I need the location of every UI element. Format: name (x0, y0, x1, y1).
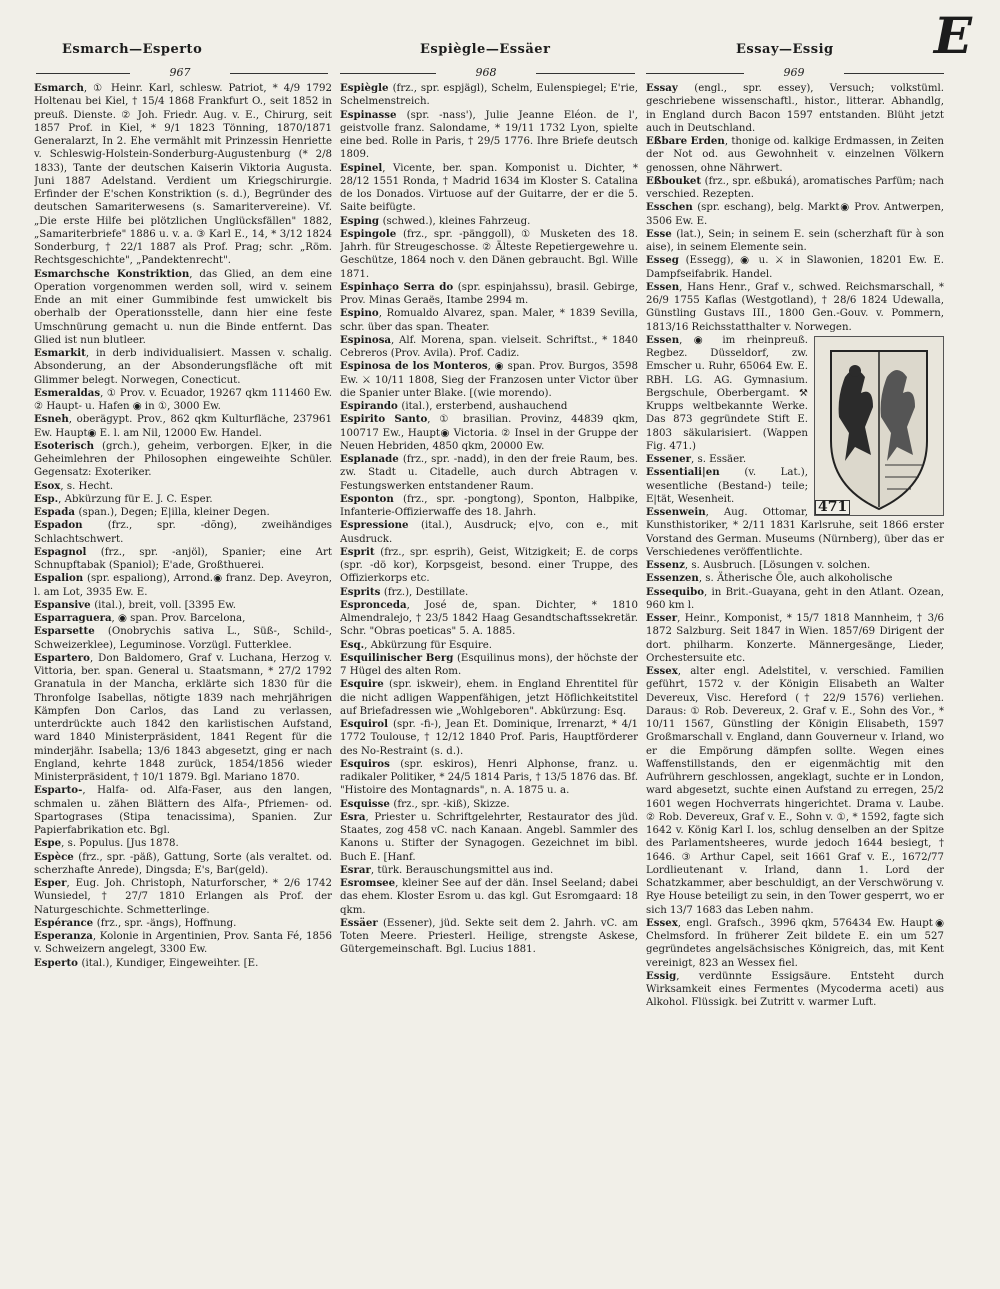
dictionary-entry: Esq., Abkürzung für Esquire. (340, 638, 492, 651)
dictionary-entry: Espe, s. Populus. [Jus 1878. (34, 837, 179, 850)
dictionary-entry: Eßbare Erden, thonige od. kalkige Erdmassen, in Zeiten der Not od. aus Gewohnheit v. einzelnen Völkern genossen, ohne Nährwert. (646, 135, 944, 174)
dictionary-entry: Esperanza, Kolonie in Argentinien, Prov. Santa Fé, 1856 v. Schweizern angelegt, 3300 Ew. (34, 930, 332, 956)
dictionary-entry: Esquiros (spr. eskiros), Henri Alphonse, franz. u. radikaler Politiker, * 24/5 1814 Paris, † 13/5 1876 das. Bf. "Histoire des Montagnards", n. A. 1875 u. a. (340, 757, 638, 797)
dictionary-entry: Essequibo, in Brit.-Guayana, geht in den Atlant. Ozean, 960 km l. (646, 585, 944, 611)
dictionary-entry: Esquisse (frz., spr. -kiß), Skizze. (340, 797, 510, 810)
page-number-968: 968 (436, 66, 536, 79)
dictionary-entry: Essenz, s. Ausbruch. [Lösungen v. solchen. (646, 559, 871, 571)
dictionary-entry: Espirito Santo, ① brasilian. Provinz, 44839 qkm, 100717 Ew., Haupt◉ Victoria. ② Insel in der Gruppe der Neuen Hebriden, 4850 qkm, 20000 Ew. (340, 413, 638, 452)
dictionary-entry: Essäer (Essener), jüd. Sekte seit dem 2. Jahrh. vC. am Toten Meere. Priesterl. Heilige, strengste Askese, Gütergemeinschaft. Bgl. Lucius 1881. (340, 916, 638, 956)
dictionary-entry: Essex, alter engl. Adelstitel, v. verschied. Familien geführt, 1572 v. der Königin Elisabeth an Walter Devereux, Visc. Hereford († 22/9 1576) verliehen. Daraus: ① Rob. Devereux, 2. Graf v. E., Sohn des Vor., * 10/11 1567, Günstling der Königin Elisabeth, 1597 Großmarschall v. England, dann Gouverneur v. Irland, wo er die Empörung dämpfen sollte. Wegen eines Waffenstillstands, den er eigenmächtig mit den Aufrührern geschlossen, angeklagt, suchte er in London, ward abgesetzt, suchte einen Aufstand zu erregen, 25/2 1601 wegen Hochverrats hingerichtet. Drama v. Laube. ② Rob. Devereux, Graf v. E., Sohn v. ①, * 1592, fagte sich 1642 v. König Karl I. los, schlug denselben an der Spitze des Parlamentsheeres, wurde jedoch 1644 besiegt, † 1646. ③ Arthur Capel, seit 1661 Graf v. E., 1672/77 Lordlieutenant v. Irland, dann 1. Lord der Schatzkammer, aber beschuldigt, an der Verschwörung v. Rye House beteiligt zu sein, in den Tower gesperrt, wo er sich 13/7 1683 das Leben nahm. (646, 665, 944, 916)
dictionary-entry: Esmarch, ① Heinr. Karl, schlesw. Patriot, * 4/9 1792 Holtenau bei Kiel, † 15/4 1868 Frankfurt O., seit 1852 in preuß. Dienste. ② Joh. Friedr. Aug. v. E., Chirurg, seit 1857 Prof. in Kiel, * 9/1 1823 Tönning, 1870/1871 Generalarzt, In 2. Ehe vermählt mit Prinzessin Henriette v. Schleswig-Holstein-Sonderburg-Augustenburg (* 2/8 1833), Tante der deutschen Kaiserin Viktoria Augusta. Juni 1887 Adelstand. Verdient um Kriegschirurgie. Erfinder der E'schen Konstriktion (s. d.), Begründer des deutschen Samariterwesens (s. Samaritervereine). Vf. „Die erste Hilfe bei plötzlichen Unglücksfällen" 1882, „Samariterbriefe" 1886 u. v. a. ③ Karl E., 14, * 3/12 1824 Sonderburg, † 22/1 1887 als Prof. Prag; schr. „Röm. Rechtsgeschichte", „Pandektenrecht". (34, 82, 332, 267)
dictionary-entry: Esneh, oberägypt. Prov., 862 qkm Kulturfläche, 237961 Ew. Haupt◉ E. l. am Nil, 12000 Ew. Handel. (34, 413, 332, 439)
dictionary-entry: Esperto (ital.), Kundiger, Eingeweihter. [E. (34, 956, 259, 969)
dictionary-entry: Esmarkit, in derb individualisiert. Massen v. schalig. Absonderung, an der Absonderungsfläche oft mit Glimmer belegt. Norwegen, Conecticut. (34, 347, 332, 386)
dictionary-entry: Esser, Heinr., Komponist, * 15/7 1818 Mannheim, † 3/6 1872 Salzburg. Seit 1847 in Wien. 1857/69 Dirigent der dort. philharm. Konzerte. Männergesänge, Lieder, Orchestersuite etc. (646, 612, 944, 664)
dictionary-entry: Esschen (spr. eschang), belg. Markt◉ Prov. Antwerpen, 3506 Ew. E. (646, 201, 944, 227)
dictionary-entry: Esseg (Essegg), ◉ u. ⚔ in Slawonien, 18201 Ew. E. Dampfseifabrik. Handel. (646, 254, 944, 280)
dictionary-entry: Esp., Abkürzung für E. J. C. Esper. (34, 492, 213, 505)
dictionary-entry: Essen, Hans Henr., Graf v., schwed. Reichsmarschall, * 26/9 1755 Kaflas (Westgotland), † 28/6 1824 Udewalla, Günstling Gustavs III., 1800 Gen.-Gouv. v. Pommern, 1813/16 Reichsstatthalter v. Norwegen. (646, 280, 944, 333)
dictionary-entry: Esse (lat.), Sein; in seinem E. sein (scherzhaft für à son aise), in seinem Elemente sein. (646, 227, 944, 253)
page-number-967: 967 (130, 66, 230, 79)
dictionary-entry: Espada (span.), Degen; E|illa, kleiner Degen. (34, 506, 270, 518)
dictionary-entry: Espingole (frz., spr. -pänggoll), ① Musketen des 18. Jahrh. für Streugeschosse. ② Älteste Repetiergewehre u. Geschütze, 1864 noch v. den Dänen gebraucht. Bgl. Wille 1871. (340, 227, 638, 280)
dictionary-entry: Esoterisch (grch.), geheim, verborgen. E|ker, in die Geheimlehren der Philosophen eingeweihte Schüler. Gegensatz: Exoteriker. (34, 439, 332, 479)
dictionary-entry: Espinel, Vicente, ber. span. Komponist u. Dichter, * 28/12 1551 Ronda, † Madrid 1634 im Kloster S. Catalina de los Donados. Virtuose auf der Guitarre, der er die 5. Saite beifügte. (340, 161, 638, 214)
column-1 (34, 82, 332, 1232)
header-right: Essay—Essig (736, 42, 834, 57)
column-3 (646, 82, 944, 1232)
dictionary-entry: Esromsee, kleiner See auf der dän. Insel Seeland; dabei das ehem. Kloster Esrom u. das kgl. Gut Esromgaard: 18 qkm. (340, 877, 638, 916)
dictionary-entry: Essex, engl. Grafsch., 3996 qkm, 576434 Ew. Haupt◉ Chelmsford. In früherer Zeit bildete E. ein um 527 gegründetes angelsächsisches Königreich, das, mit Kent vereinigt, 823 an Wessex fiel. (646, 916, 944, 969)
dictionary-entry: Essener, s. Essäer. (646, 453, 747, 465)
dictionary-entry: Essay (engl., spr. essey), Versuch; volkstüml. geschriebene wissenschaftl., histor., litterar. Abhandlg, in England durch Bacon 1597 entstanden. Blüht jetzt auch in Deutschland. (646, 82, 944, 134)
dictionary-entry: Espartero, Don Baldomero, Graf v. Luchana, Herzog v. Vittoria, ber. span. General u. Staatsmann, * 27/2 1792 Granatula in der Mancha, erklärte sich 1830 für die Thronfolge Isabellas, nötigte 1839 nach mehrjährigen Kämpfen Don Carlos, das Land zu verlassen, unterdrückte auch 1842 den karlistischen Aufstand, ward 1840 Ministerpräsident, 1841 Regent für die minderjähr. Isabella; 13/6 1843 abgesetzt, ging er nach England, kehrte 1848 zurück, 1854/1856 wieder Ministerpräsident, † 10/1 1879. Bgl. Mariano 1870. (34, 651, 332, 783)
page-number-969: 969 (744, 66, 844, 79)
essen-coat-of-arms-figure (814, 336, 944, 516)
dictionary-entry: Espagnol (frz., spr. -anjöl), Spanier; eine Art Schnupftabak (Spaniol); E'ade, Großthuerei. (34, 545, 332, 571)
dictionary-entry: Esrar, türk. Berauschungsmittel aus ind. (340, 863, 554, 876)
dictionary-entry: Espadon (frz., spr. -dõng), zweihändiges Schlachtschwert. (34, 519, 332, 545)
figure-number: 471 (815, 500, 850, 515)
header-middle: Espiègle—Essäer (420, 42, 551, 57)
dictionary-entry: Esra, Priester u. Schriftgelehrter, Restaurator des jüd. Staates, zog 458 vC. nach Kanaan. Angebl. Sammler des Kanons u. Stifter der Synagogen. Gezeichnet im bibl. Buch E. [Hanf. (340, 810, 638, 863)
dictionary-entry: Esmarchsche Konstriktion, das Glied, an dem eine Operation vorgenommen werden soll, wird v. seinem Ende an mit einer Gummibinde fest umwickelt bis oberhalb der Operationsstelle, dann hier eine feste Umschnürung gemacht u. nun die Binde entfernt. Das Glied ist nun blutleer. (34, 267, 332, 346)
dictionary-entry: Esquirol (spr. -fi-), Jean Et. Dominique, Irrenarzt, * 4/1 1772 Toulouse, † 12/12 1840 Prof. Paris, Hauptförderer des No-Restraint (s. d.). (340, 718, 638, 757)
dictionary-entry: Esprits (frz.), Destillate. (340, 585, 469, 598)
dictionary-entry: Esquilinischer Berg (Esquilinus mons), der höchste der 7 Hügel des alten Rom. (340, 651, 638, 677)
dictionary-entry: Esplanade (frz., spr. -nadd), in den der freie Raum, bes. zw. Stadt u. Citadelle, auch durch Abtragen v. Festungswerken entstandener Raum. (340, 453, 638, 492)
dictionary-entry: Essen, ◉ im rheinpreuß. Regbez. Düsseldorf, zw. Emscher u. Ruhr, 65064 Ew. E. RBH. LG. AG. Gymnasium. Bergschule, Oberbergamt. ⚒ Krupps weltbekannte Werke. Das 873 gegründete Stift E. 1803 säkularisiert. (Wappen Fig. 471.) (646, 333, 808, 452)
dictionary-entry: Espinosa, Alf. Morena, span. vielseit. Schriftst., * 1840 Cebreros (Prov. Avila). Prof. Cadiz. (340, 333, 638, 359)
dictionary-entry: Espansive (ital.), breit, voll. [3395 Ew. (34, 598, 236, 611)
dictionary-entry: Esping (schwed.), kleines Fahrzeug. (340, 214, 531, 227)
dictionary-entry: Esox, s. Hecht. (34, 479, 114, 492)
dictionary-entry: Esparraguera, ◉ span. Prov. Barcelona, (34, 612, 246, 624)
dictionary-entry: Essenwein, Aug. Ottomar, Kunsthistoriker, * 2/11 1831 Karlsruhe, seit 1866 erster Vorstand des German. Museums (Nürnberg), über das er Verschiedenes veröffentlichte. (646, 506, 944, 558)
dictionary-entry: Esmeraldas, ① Prov. v. Ecuador, 19267 qkm 111460 Ew. ② Haupt- u. Hafen ◉ in ①, 3000 Ew. (34, 386, 332, 412)
dictionary-entry: Espiègle (frz., spr. espjägl), Schelm, Eulenspiegel; E'rie, Schelmenstreich. (340, 82, 638, 108)
eagle-crest-icon (815, 337, 943, 515)
dictionary-entry: Espronceda, José de, span. Dichter, * 1810 Almendralejo, † 23/5 1842 Haag Gesandtschaftssekretär. Schr. "Obras poeticas" 5. A. 1885. (340, 598, 638, 638)
dictionary-entry: Essentiali|en (v. Lat.), wesentliche (Bestand-) teile; E|tät, Wesenheit. (646, 466, 808, 505)
dictionary-entry: Espèce (frz., spr. -päß), Gattung, Sorte (als veraltet. od. scherzhafte Anrede), Dingsda; E's, Bar(geld). (34, 850, 332, 876)
dictionary-entry: Essenzen, s. Ätherische Öle, auch alkoholische (646, 572, 893, 585)
dictionary-entry: Espirando (ital.), ersterbend, aushauchend (340, 400, 568, 412)
dictionary-entry: Esquire (spr. iskweir), ehem. in England Ehrentitel für die nicht adligen Wappenfähigen, jetzt Höflichkeitstitel auf Briefadressen wie „Wohlgeboren". Abkürzung: Esq. (340, 678, 638, 717)
dictionary-entry: Eßbouket (frz., spr. eßbuká), aromatisches Parfüm; nach verschied. Rezepten. (646, 174, 944, 200)
dictionary-entry: Essig, verdünnte Essigsäure. Entsteht durch Wirksamkeit eines Fermentes (Mycoderma aceti) aus Alkohol. Flüssigk. bei Zutritt v. warmer Luft. (646, 969, 944, 1009)
dictionary-entry: Esparsette (Onobrychis sativa L., Süß-, Schild-, Schweizerklee), Leguminose. Vorzügl. Futterklee. (34, 625, 332, 651)
dictionary-entry: Esprit (frz., spr. esprih), Geist, Witzigkeit; E. de corps (spr. -dö kor), Korpsgeist, besond. einer Truppe, des Offizierkorps etc. (340, 545, 638, 585)
column-2 (340, 82, 638, 1232)
dictionary-entry: Esparto-, Halfa- od. Alfa-Faser, aus den langen, schmalen u. zähen Blättern des Alfa-, Pfriemen- od. Spartograses (Stipa tenacissima), Spanien. Zur Papierfabrikation etc. Bgl. (34, 784, 332, 836)
dictionary-entry: Esper, Eug. Joh. Christoph, Naturforscher, * 2/6 1742 Wunsiedel, † 27/7 1810 Erlangen als Prof. der Naturgeschichte. Schmetterlinge. (34, 877, 332, 916)
section-letter: E (933, 6, 972, 65)
dictionary-entry: Espinasse (spr. -nass'), Julie Jeanne Eléon. de l', geistvolle franz. Salondame, * 19/11 1732 Lyon, spielte eine bed. Rolle in Paris, † 29/5 1776. Ihre Briefe deutsch 1809. (340, 108, 638, 161)
header-left: Esmarch—Esperto (62, 42, 203, 57)
dictionary-entry: Espinosa de los Monteros, ◉ span. Prov. Burgos, 3598 Ew. ⚔ 10/11 1808, Sieg der Franzosen unter Victor über die Spanier unter Blake. [(wie morendo). (340, 360, 638, 399)
dictionary-entry: Espressione (ital.), Ausdruck; e|vo, con e., mit Ausdruck. (340, 519, 638, 545)
dictionary-entry: Espalion (spr. espaliong), Arrond.◉ franz. Dep. Aveyron, l. am Lot, 3935 Ew. E. (34, 572, 332, 598)
dictionary-entry: Espino, Romualdo Alvarez, span. Maler, * 1839 Sevilla, schr. über das span. Theater. (340, 307, 638, 333)
dictionary-entry: Espérance (frz., spr. -ängs), Hoffnung. (34, 916, 237, 929)
dictionary-entry: Esponton (frz., spr. -pongtong), Sponton, Halbpike, Infanterie-Offizierwaffe des 18. Jahrh. (340, 492, 638, 518)
dictionary-entry: Espinhaço Serra do (spr. espinjahssu), brasil. Gebirge, Prov. Minas Geraës, Itambe 2994 m. (340, 280, 638, 306)
